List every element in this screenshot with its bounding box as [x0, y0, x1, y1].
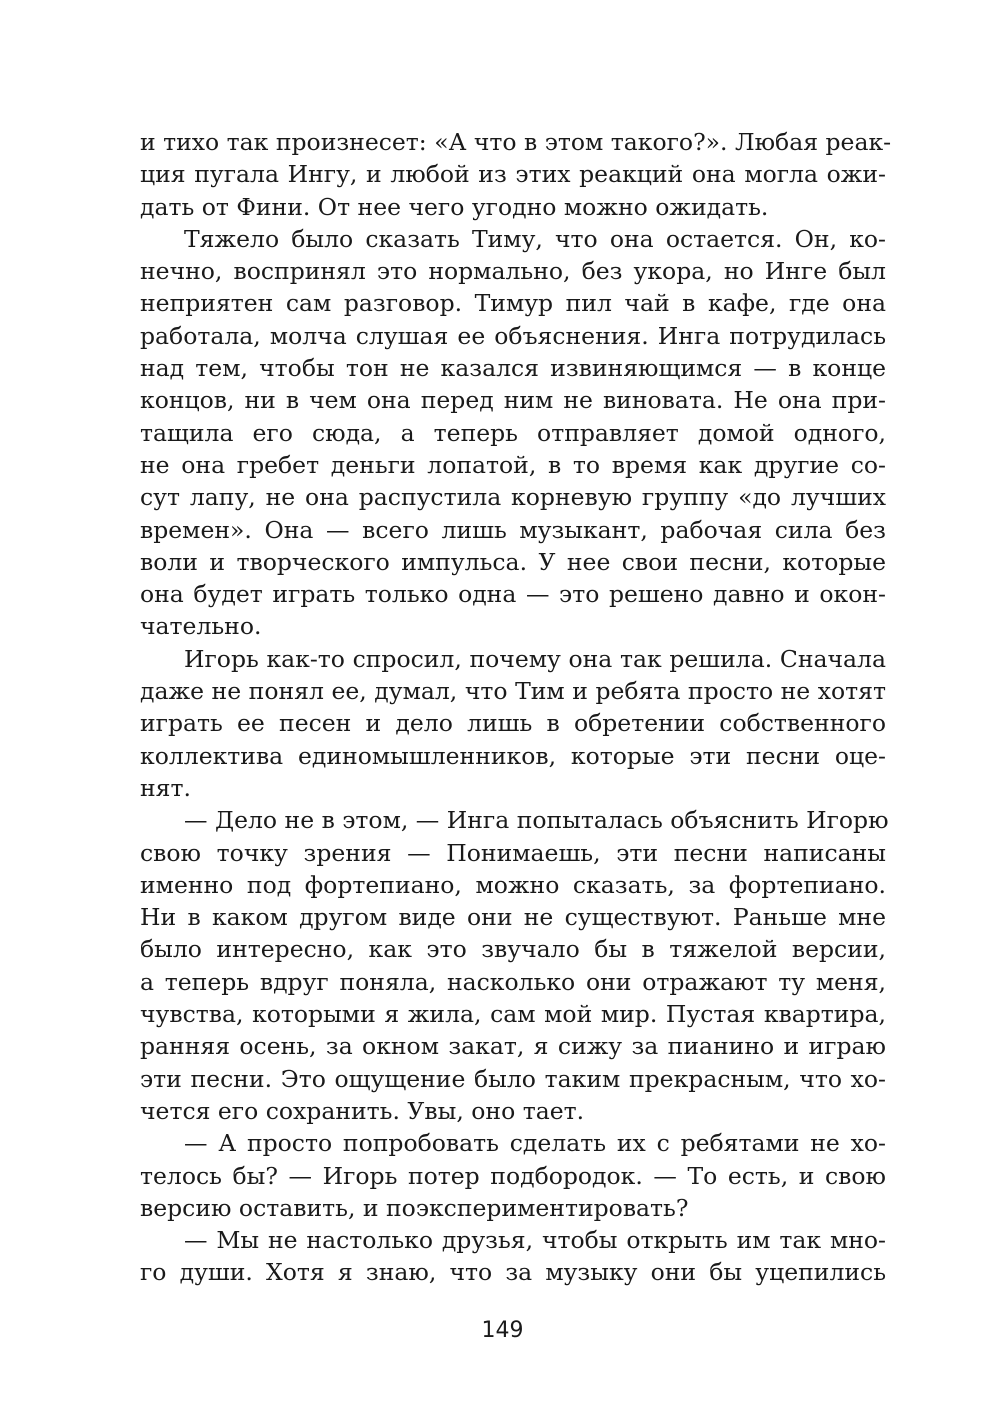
- text-line: концов, ни в чем она перед ним не виновата. Не она при-: [140, 386, 886, 415]
- text-line: воли и творческого импульса. У нее свои песни, которые: [140, 547, 886, 576]
- text-line: эти песни. Это ощущение было таким прекрасным, что хо-: [140, 1064, 886, 1093]
- text-line: чательно.: [140, 612, 262, 641]
- text-line: Ни в каком другом виде они не существуют. Раньше мне: [140, 903, 886, 932]
- text-line: чувства, которыми я жила, сам мой мир. Пустая квартира,: [140, 1000, 886, 1029]
- text-line: она будет играть только одна — это решено давно и окон-: [140, 580, 886, 609]
- text-line: телось бы? — Игорь потер подбородок. — То есть, и свою: [140, 1161, 886, 1190]
- page-number: 149: [481, 1318, 524, 1343]
- text-line: версию оставить, и поэкспериментировать?: [140, 1193, 689, 1222]
- text-line: дать от Фини. От нее чего угодно можно ожидать.: [140, 192, 769, 221]
- text-line: тащила его сюда, а теперь отправляет домой одного,: [140, 418, 886, 447]
- text-line: свою точку зрения — Понимаешь, эти песни написаны: [140, 838, 886, 867]
- paragraph: [140, 804, 889, 1127]
- text-line: не она гребет деньги лопатой, в то время как другие со-: [140, 450, 886, 479]
- text-line: неприятен сам разговор. Тимур пил чай в кафе, где она: [140, 289, 886, 318]
- text-line: даже не понял ее, думал, что Тим и ребята просто не хотят: [140, 677, 886, 706]
- text-line: и тихо так произнесет: «А что в этом такого?». Любая реак-: [140, 128, 892, 156]
- text-line: ция пугала Ингу, и любой из этих реакций она могла ожи-: [140, 160, 886, 189]
- text-line: ранняя осень, за окном закат, я сижу за пианино и играю: [140, 1032, 886, 1061]
- text-line: сут лапу, не она распустила корневую группу «до лучших: [140, 483, 886, 512]
- text-line: играть ее песен и дело лишь в обретении собственного: [140, 709, 886, 738]
- text-line: — Дело не в этом, — Инга попыталась объяснить Игорю: [184, 806, 889, 835]
- paragraph: [140, 643, 886, 804]
- text-line: а теперь вдруг поняла, насколько они отражают ту меня,: [140, 967, 886, 996]
- text-line: коллектива единомышленников, которые эти песни оце-: [140, 741, 886, 770]
- text-line: над тем, чтобы тон не казался извиняющимся — в конце: [140, 354, 886, 383]
- text-line: — А просто попробовать сделать их с ребятами не хо-: [184, 1129, 886, 1158]
- text-line: нят.: [140, 773, 191, 802]
- paragraph: [140, 1127, 886, 1224]
- body-text: [140, 126, 892, 1289]
- text-line: работала, молча слушая ее объяснения. Инга потрудилась: [140, 321, 886, 350]
- text-line: нечно, воспринял это нормально, без укора, но Инге был: [140, 257, 886, 286]
- paragraph: [140, 223, 886, 643]
- text-line: Тяжело было сказать Тиму, что она остается. Он, ко-: [184, 224, 886, 253]
- text-line: чется его сохранить. Увы, оно тает.: [140, 1096, 585, 1125]
- paragraph: [140, 126, 892, 223]
- text-line: — Мы не настолько друзья, чтобы открыть им так мно-: [184, 1226, 886, 1255]
- text-line: было интересно, как это звучало бы в тяжелой версии,: [140, 935, 886, 964]
- paragraph: [140, 1224, 886, 1289]
- text-line: именно под фортепиано, можно сказать, за фортепиано.: [140, 870, 886, 899]
- text-line: го души. Хотя я знаю, что за музыку они бы уцепились: [140, 1258, 886, 1287]
- text-line: времен». Она — всего лишь музыкант, рабочая сила без: [140, 515, 886, 544]
- text-line: Игорь как-то спросил, почему она так решила. Сначала: [184, 644, 886, 673]
